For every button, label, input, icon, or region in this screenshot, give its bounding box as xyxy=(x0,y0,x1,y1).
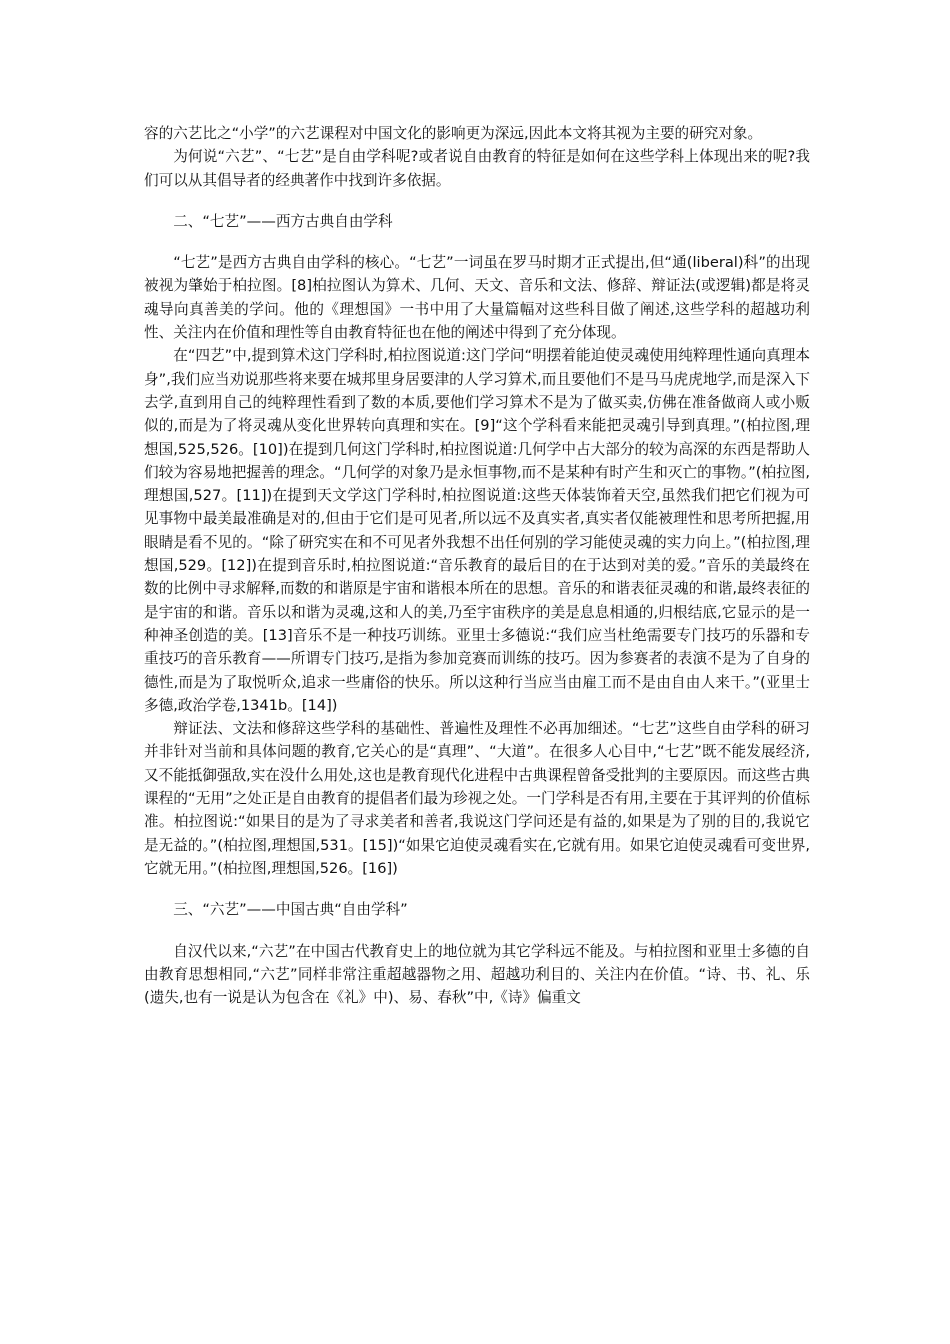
section-heading-seven-arts: 二、“七艺”——西方古典自由学科 xyxy=(173,212,393,230)
document-page xyxy=(144,122,810,1009)
paragraph-intro-question: 为何说“六艺”、“七艺”是自由学科呢?或者说自由教育的特征是如何在这些学科上体现出来的呢?我们可以从其倡导者的经典著作中找到许多依据。 xyxy=(144,148,810,189)
paragraph-continuation: 容的六艺比之“小学”的六艺课程对中国文化的影响更为深远,因此本文将其视为主要的研究对象。 xyxy=(144,125,763,142)
paragraph-seven-arts-core: “七艺”是西方古典自由学科的核心。“七艺”一词虽在罗马时期才正式提出,但“通(liberal)科”的出现被视为肇始于柏拉图。[8]柏拉图认为算术、几何、天文、音乐和文法、修辞、辩证法(或逻辑)都是将灵魂导向真善美的学问。他的《理想国》一书中用了大量篇幅对这些科目做了阐述,这些学科的超越功利性、关注内在价值和理性等自由教育特征也在他的阐述中得到了充分体现。 xyxy=(144,254,810,342)
paragraph-six-arts-han: 自汉代以来,“六艺”在中国古代教育史上的地位就为其它学科远不能及。与柏拉图和亚里士多德的自由教育思想相同,“六艺”同样非常注重超越器物之用、超越功利目的、关注内在价值。“诗、书、礼、乐(遗失,也有一说是认为包含在《礼》中)、易、春秋”中,《诗》偏重文 xyxy=(144,942,810,1007)
paragraph-dialectic-grammar-rhetoric: 辩证法、文法和修辞这些学科的基础性、普遍性及理性不必再加细述。“七艺”这些自由学科的研习并非针对当前和具体问题的教育,它关心的是“真理”、“大道”。在很多人心目中,“七艺”既不能发展经济,又不能抵御强敌,实在没什么用处,这也是教育现代化进程中古典课程曾备受批判的主要原因。而这些古典课程的“无用”之处正是自由教育的提倡者们最为珍视之处。一门学科是否有用,主要在于其评判的价值标准。柏拉图说:“如果目的是为了寻求美者和善者,我说这门学问还是有益的,如果是为了别的目的,我说它是无益的。”(柏拉图,理想国,531。[15])“如果它迫使灵魂看实在,它就有用。如果它迫使灵魂看可变世界,它就无用。”(柏拉图,理想国,526。[16]) xyxy=(144,720,811,877)
section-heading-six-arts: 三、“六艺”——中国古典“自由学科” xyxy=(173,901,408,919)
paragraph-four-arts-plato: 在“四艺”中,提到算术这门学科时,柏拉图说道:这门学问“明摆着能迫使灵魂使用纯粹理性通向真理本身”,我们应当劝说那些将来要在城邦里身居要津的人学习算术,而且要他们不是马马虎虎地学,而是深入下去学,直到用自己的纯粹理性看到了数的本质,要他们学习算术不是为了做买卖,仿佛在准备做商人或小贩似的,而是为了将灵魂从变化世界转向真理和实在。[9]“这个学科看来能把灵魂引导到真理。”(柏拉图,理想国,525,526。[10])在提到几何这门学科时,柏拉图说道:几何学中占大部分的较为高深的东西是帮助人们较为容易地把握善的理念。“几何学的对象乃是永恒事物,而不是某种有时产生和灭亡的事物。”(柏拉图,理想国,527。[11])在提到天文学这门学科时,柏拉图说道:这些天体装饰着天空,虽然我们把它们视为可见事物中最美最准确是对的,但由于它们是可见者,所以远不及真实者,真实者仅能被理性和思考所把握,用眼睛是看不见的。“除了研究实在和不可见者外我想不出任何别的学习能使灵魂的实力向上。”(柏拉图,理想国,529。[12])在提到音乐时,柏拉图说道:“音乐教育的最后目的在于达到对美的爱。”音乐的美最终在数的比例中寻求解释,而数的和谐原是宇宙和谐根本所在的思想。音乐的和谐表征灵魂的和谐,最终表征的是宇宙的和谐。音乐以和谐为灵魂,这和人的美,乃至宇宙秩序的美是息息相通的,归根结底,它显示的是一种神圣创造的美。[13]音乐不是一种技巧训练。亚里士多德说:“我们应当杜绝需要专门技巧的乐器和专重技巧的音乐教育——所谓专门技巧,是指为参加竞赛而训练的技巧。因为参赛者的表演不是为了自身的德性,而是为了取悦听众,追求一些庸俗的快乐。所以这种行当应当由雇工而不是由自由人来干。”(亚里士多德,政治学卷,1341b。[14]) xyxy=(144,347,811,714)
